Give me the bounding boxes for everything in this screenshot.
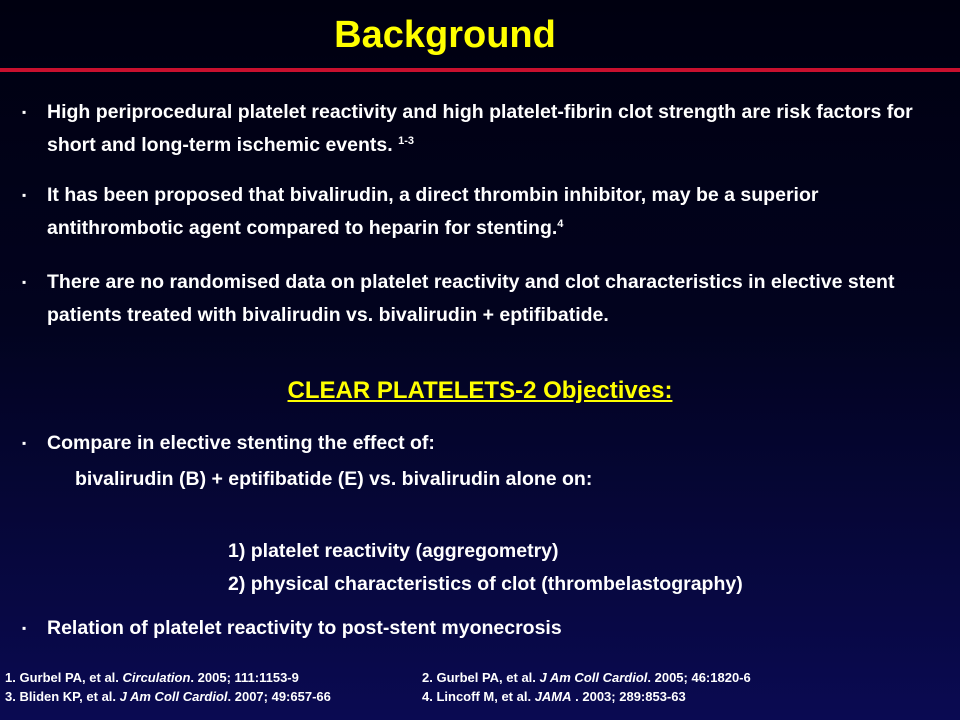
bullet-icon: ▪ [22,188,27,202]
bullet-text: There are no randomised data on platelet reactivity and clot characteristics in elective stent patients treated with bivalirudin vs. bivalirudin + eptifibatide. [47,271,895,326]
bullet-text: It has been proposed that bivalirudin, a direct thrombin inhibitor, may be a superior antithrombotic agent compared to heparin for stenting. [47,184,819,239]
reference-4: 4. Lincoff M, et al. JAMA . 2003; 289:853-63 [422,689,686,704]
bullet-text: Relation of platelet reactivity to post-stent myonecrosis [47,617,562,639]
bullet-myonecrosis-objective [22,612,942,645]
slide-title: Background [334,14,556,56]
objective-subline: bivalirudin (B) + eptifibatide (E) vs. bivalirudin alone on: [75,468,593,490]
reference-2: 2. Gurbel PA, et al. J Am Coll Cardiol. 2005; 46:1820-6 [422,670,751,685]
bullet-icon: ▪ [22,436,27,450]
citation-superscript: 1-3 [398,135,414,147]
bullet-text: High periprocedural platelet reactivity and high platelet-fibrin clot strength are risk factors for short and long-term ischemic events. [47,101,913,156]
bullet-bivalirudin-proposal [22,179,942,245]
title-divider [0,68,960,72]
bullet-no-randomised-data [22,266,942,332]
objective-item-clot-characteristics: 2) physical characteristics of clot (thrombelastography) [228,573,743,595]
bullet-icon: ▪ [22,105,27,119]
objectives-heading: CLEAR PLATELETS-2 Objectives: [287,377,673,404]
bullet-periprocedural-reactivity [22,96,942,162]
bullet-compare-objective [22,427,942,460]
bullet-icon: ▪ [22,275,27,289]
reference-1: 1. Gurbel PA, et al. Circulation. 2005; 111:1153-9 [5,670,299,685]
bullet-text: Compare in elective stenting the effect of: [47,432,435,454]
objective-item-platelet-reactivity: 1) platelet reactivity (aggregometry) [228,540,559,562]
reference-3: 3. Bliden KP, et al. J Am Coll Cardiol. 2007; 49:657-66 [5,689,331,704]
bullet-icon: ▪ [22,621,27,635]
citation-superscript: 4 [557,218,564,230]
